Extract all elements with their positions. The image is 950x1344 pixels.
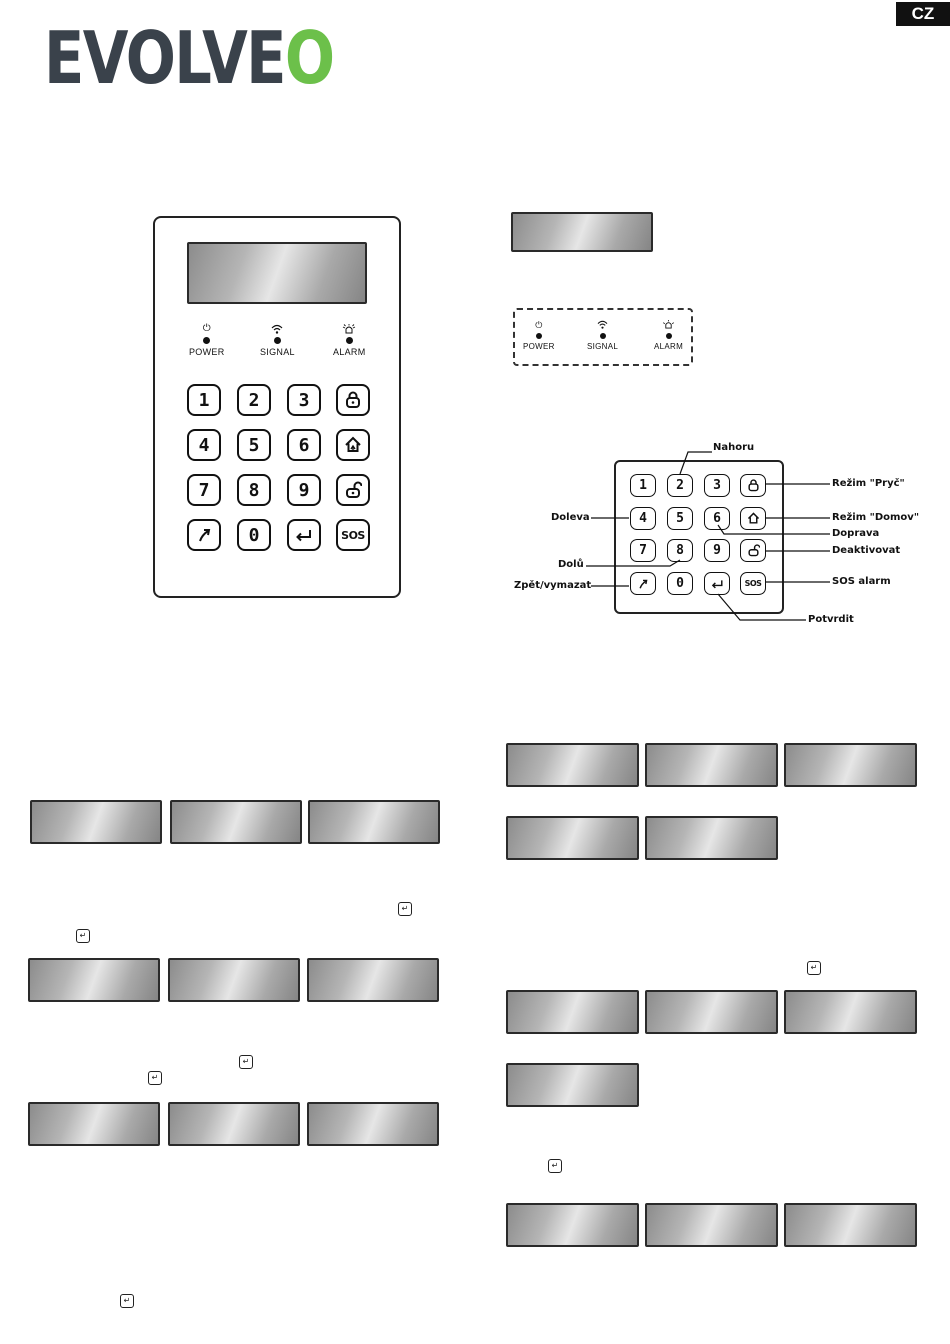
key-4-left[interactable]: 4 [187, 429, 221, 461]
diagram-key-1: 1 [630, 474, 656, 497]
lcd-display [30, 800, 162, 844]
callout-down: Dolů [558, 559, 584, 570]
lcd-display [645, 816, 778, 860]
enter-icon: ↵ [76, 929, 90, 943]
diagram-key-2: 2 [667, 474, 693, 497]
callout-disarm: Deaktivovat [832, 545, 901, 556]
sos-label: SOS [341, 528, 365, 542]
lcd-display [784, 990, 917, 1034]
key-0[interactable]: 0 [237, 519, 271, 551]
callout-back-delete: Zpět/vymazat [514, 580, 592, 591]
callout-right: Doprava [832, 528, 880, 539]
language-badge: CZ [896, 2, 950, 26]
lcd-display [28, 1102, 160, 1146]
enter-icon: ↵ [148, 1071, 162, 1085]
power-icon: ⏻ [535, 320, 543, 330]
key-8-down[interactable]: 8 [237, 474, 271, 506]
sos-label: SOS [744, 579, 762, 588]
lcd-display [506, 1063, 639, 1107]
lcd-display [168, 958, 300, 1002]
lcd-display [170, 800, 302, 844]
lcd-display [307, 958, 439, 1002]
key-5[interactable]: 5 [237, 429, 271, 461]
key-1[interactable]: 1 [187, 384, 221, 416]
enter-icon: ↵ [548, 1159, 562, 1173]
lcd-display [28, 958, 160, 1002]
lcd-display [645, 1203, 778, 1247]
diagram-key-4: 4 [630, 507, 656, 530]
key-3[interactable]: 3 [287, 384, 321, 416]
enter-icon: ↵ [120, 1294, 134, 1308]
lcd-display [307, 1102, 439, 1146]
enter-icon: ↵ [807, 961, 821, 975]
lcd-display [506, 816, 639, 860]
power-icon: ⏻ [202, 323, 211, 334]
lcd-display [506, 1203, 639, 1247]
key-2-up[interactable]: 2 [237, 384, 271, 416]
diagram-key-3: 3 [704, 474, 730, 497]
lcd-display [784, 743, 917, 787]
led-label: POWER [189, 347, 225, 357]
diagram-key-0: 0 [667, 572, 693, 595]
callout-sos-alarm: SOS alarm [832, 576, 891, 587]
led-label: POWER [523, 342, 555, 351]
led-label: SIGNAL [260, 347, 295, 357]
enter-icon: ↵ [239, 1055, 253, 1069]
diagram-key-9: 9 [704, 539, 730, 562]
lcd-display [645, 990, 778, 1034]
key-9[interactable]: 9 [287, 474, 321, 506]
callout-home-mode: Režim "Domov" [832, 512, 920, 523]
lcd-display [168, 1102, 300, 1146]
led-label: ALARM [654, 342, 684, 351]
lcd-display [645, 743, 778, 787]
diagram-key-5: 5 [667, 507, 693, 530]
logo-accent-letter: O [284, 16, 334, 100]
enter-icon: ↵ [398, 902, 412, 916]
lcd-display [784, 1203, 917, 1247]
key-7[interactable]: 7 [187, 474, 221, 506]
diagram-key-8: 8 [667, 539, 693, 562]
callout-up: Nahoru [713, 442, 755, 453]
led-label: SIGNAL [587, 342, 619, 351]
diagram-key-7: 7 [630, 539, 656, 562]
lcd-display [506, 743, 639, 787]
led-label: ALARM [333, 347, 366, 357]
callout-confirm: Potvrdit [808, 614, 854, 625]
key-6-right[interactable]: 6 [287, 429, 321, 461]
lcd-display [308, 800, 440, 844]
callout-left: Doleva [551, 512, 590, 523]
lcd-display [506, 990, 639, 1034]
diagram-key-6: 6 [704, 507, 730, 530]
logo-text: EVOLVE [44, 16, 285, 100]
callout-away-mode: Režim "Pryč" [832, 478, 905, 489]
